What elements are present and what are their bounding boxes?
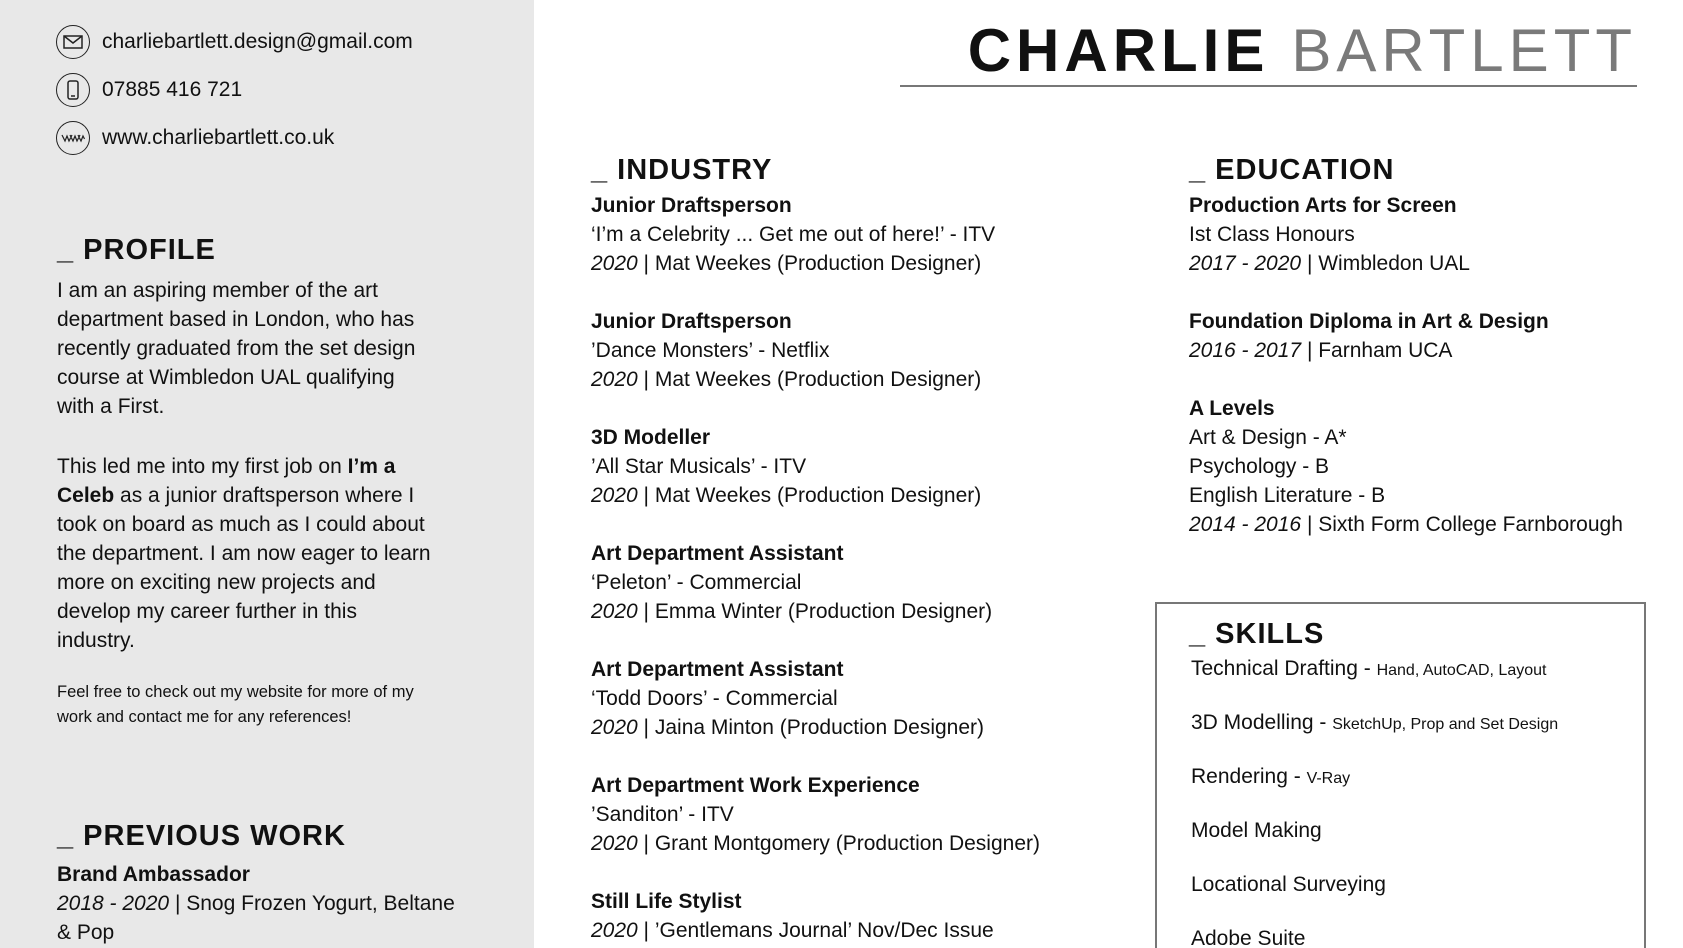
- skill-item: 3D Modelling - SketchUp, Prop and Set Design: [1191, 711, 1559, 734]
- mail-icon: [56, 25, 90, 59]
- skill-item: Rendering - V-Ray: [1191, 765, 1351, 788]
- profile-note-line: work and contact me for any references!: [57, 708, 352, 726]
- first-name: CHARLIE: [967, 17, 1270, 84]
- industry-entry: [591, 191, 995, 278]
- profile-line: with a First.: [57, 395, 165, 418]
- show-title: I’m a: [347, 455, 396, 478]
- profile-line: department based in London, who has: [57, 308, 415, 331]
- education-entry: [1189, 191, 1470, 278]
- entry-project: ‘Todd Doors’ - Commercial: [591, 687, 838, 710]
- phone-icon: [56, 73, 90, 107]
- entry-detail: 2020 | Jaina Minton (Production Designer): [591, 716, 985, 739]
- industry-entry: [591, 655, 984, 742]
- entry-detail: 2017 - 2020 | Wimbledon UAL: [1189, 252, 1470, 275]
- skill-item: Locational Surveying: [1191, 873, 1386, 896]
- entry-detail: 2020 | Emma Winter (Production Designer): [591, 600, 993, 623]
- entry-role: A Levels: [1189, 397, 1275, 420]
- profile-line: This led me into my first job on I’m a: [57, 455, 396, 478]
- entry-role: Art Department Assistant: [591, 658, 844, 681]
- entry-project: ’All Star Musicals’ - ITV: [591, 455, 807, 478]
- name-header: [968, 16, 1637, 85]
- education-entry: [1189, 307, 1549, 365]
- profile-line: industry.: [57, 629, 135, 652]
- entry-detail: 2020 | Mat Weekes (Production Designer): [591, 484, 982, 507]
- entry-project: ’Dance Monsters’ - Netflix: [591, 339, 830, 362]
- profile-line: course at Wimbledon UAL qualifying: [57, 366, 395, 389]
- entry-detail: English Literature - B: [1189, 484, 1386, 507]
- entry-detail: 2020 | Grant Montgomery (Production Designer): [591, 832, 1040, 855]
- entry-role: Junior Draftsperson: [591, 310, 792, 333]
- entry-detail: Psychology - B: [1189, 455, 1330, 478]
- entry-role: Art Department Work Experience: [591, 774, 920, 797]
- profile-title: _ PROFILE: [57, 234, 216, 266]
- globe-icon: [56, 121, 90, 155]
- profile-line: took on board as much as I could about: [57, 513, 425, 536]
- website-link[interactable]: www.charliebartlett.co.uk: [102, 126, 335, 149]
- contact-website[interactable]: [56, 121, 334, 155]
- previous-work-title: _ PREVIOUS WORK: [57, 820, 346, 852]
- previous-work-detail: 2018 - 2020 | Snog Frozen Yogurt, Beltane: [57, 892, 455, 915]
- contact-email[interactable]: [56, 25, 413, 59]
- entry-detail: 2020 | Mat Weekes (Production Designer): [591, 368, 982, 391]
- profile-line: the department. I am now eager to learn: [57, 542, 431, 565]
- entry-project: ‘Peleton’ - Commercial: [591, 571, 802, 594]
- profile-paragraph-2: [57, 452, 431, 655]
- entry-role: Foundation Diploma in Art & Design: [1189, 310, 1549, 333]
- profile-note-line: Feel free to check out my website for more of my: [57, 683, 414, 701]
- entry-detail: 2016 - 2017 | Farnham UCA: [1189, 339, 1453, 362]
- entry-role: Production Arts for Screen: [1189, 194, 1457, 217]
- industry-entry: [591, 771, 1040, 858]
- profile-line: more on exciting new projects and: [57, 571, 376, 594]
- previous-work-entry: [57, 860, 455, 947]
- last-name: BARTLETT: [1291, 17, 1637, 84]
- profile-line: I am an aspiring member of the art: [57, 279, 378, 302]
- entry-role: 3D Modeller: [591, 426, 711, 449]
- profile-note: [57, 680, 414, 730]
- industry-entry: [591, 423, 981, 510]
- entry-detail: Art & Design - A*: [1189, 426, 1347, 449]
- entry-detail: 2020 | Mat Weekes (Production Designer): [591, 252, 982, 275]
- entry-role: Junior Draftsperson: [591, 194, 792, 217]
- header-divider: [900, 85, 1637, 87]
- entry-detail: 2020 | ’Gentlemans Journal’ Nov/Dec Issue: [591, 919, 994, 942]
- education-title: _ EDUCATION: [1189, 154, 1395, 186]
- show-title: Celeb: [57, 484, 115, 507]
- profile-line: Celeb as a junior draftsperson where I: [57, 484, 415, 507]
- skill-item: Model Making: [1191, 819, 1322, 842]
- industry-entry: [591, 539, 992, 626]
- profile-line: recently graduated from the set design: [57, 337, 416, 360]
- entry-role: Art Department Assistant: [591, 542, 844, 565]
- skill-item: Technical Drafting - Hand, AutoCAD, Layout: [1191, 657, 1547, 680]
- profile-paragraph-1: [57, 276, 415, 421]
- previous-work-detail: & Pop: [57, 921, 115, 944]
- industry-entry: [591, 887, 994, 945]
- skill-item: Adobe Suite: [1191, 927, 1306, 948]
- entry-project: ’Sanditon’ - ITV: [591, 803, 734, 826]
- phone-text[interactable]: 07885 416 721: [102, 78, 243, 101]
- skills-title: _ SKILLS: [1189, 618, 1325, 650]
- entry-detail: 2014 - 2016 | Sixth Form College Farnborough: [1189, 513, 1623, 536]
- contact-phone[interactable]: [56, 73, 242, 107]
- previous-work-role: Brand Ambassador: [57, 863, 250, 886]
- industry-entry: [591, 307, 981, 394]
- entry-role: Still Life Stylist: [591, 890, 742, 913]
- education-entry: [1189, 394, 1623, 539]
- entry-detail: Ist Class Honours: [1189, 223, 1355, 246]
- industry-title: _ INDUSTRY: [591, 154, 773, 186]
- entry-project: ‘I’m a Celebrity ... Get me out of here!’ - ITV: [591, 223, 996, 246]
- email-text[interactable]: charliebartlett.design@gmail.com: [102, 30, 413, 53]
- profile-line: develop my career further in this: [57, 600, 357, 623]
